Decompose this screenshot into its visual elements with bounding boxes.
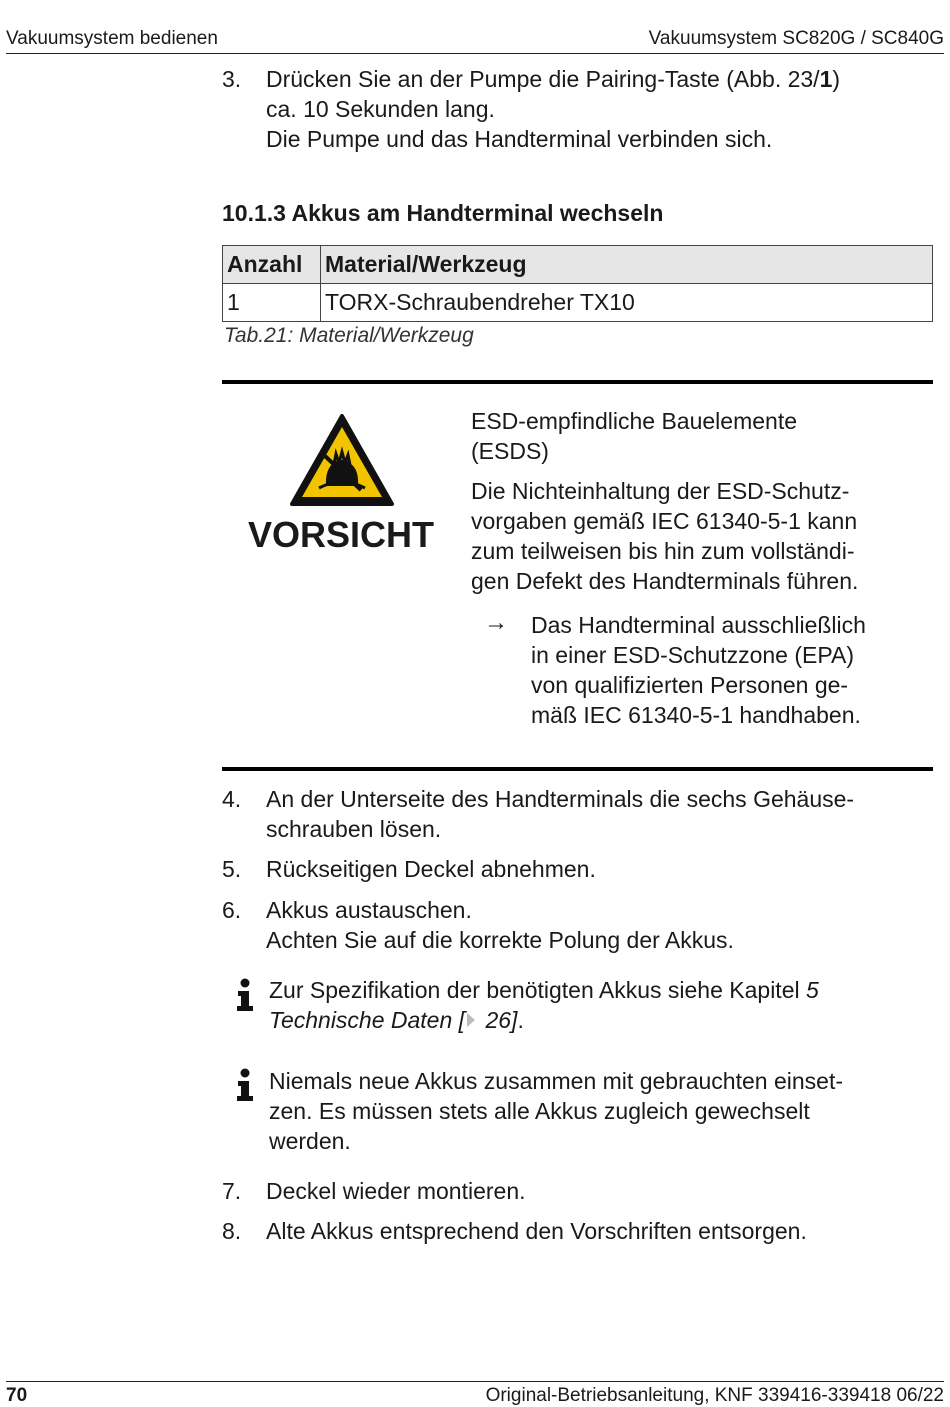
table-header-row [223, 246, 933, 284]
table-caption: Tab.21: Material/Werkzeug [224, 324, 474, 347]
figure-item-number: 1 [819, 66, 833, 92]
chapter-reference-link[interactable]: 5 [806, 977, 819, 1003]
page-number: 70 [6, 1385, 28, 1406]
document-reference: Original-Betriebsanleitung, KNF 339416-339418 06/22 [485, 1385, 944, 1406]
section-heading: 10.1.3 Akkus am Handterminal wechseln [222, 200, 664, 226]
step-text [266, 64, 934, 154]
header-product-title: Vakuumsystem SC820G / SC840G [648, 28, 944, 49]
step-result: Die Pumpe und das Handterminal verbinden sich. [266, 126, 773, 152]
column-header-quantity: Anzahl [223, 246, 321, 284]
step-line: Drücken Sie an der Pumpe die Pairing-Taste (Abb. 23/1) [266, 66, 841, 92]
column-header-material: Material/Werkzeug [321, 246, 933, 284]
info-icon [234, 1068, 256, 1102]
step-text: Deckel wieder montieren. [266, 1178, 526, 1204]
step-number: 6. [222, 897, 242, 923]
signal-word: VORSICHT [248, 514, 435, 555]
header-chapter-title: Vakuumsystem bedienen [6, 28, 218, 49]
step-number: 3. [222, 66, 242, 92]
cell-quantity: 1 [223, 284, 321, 322]
esd-warning-icon [289, 412, 395, 508]
chapter-reference-link[interactable]: Technische Daten [ 26]. [269, 1007, 524, 1033]
step-number: 7. [222, 1178, 242, 1204]
running-header [6, 28, 944, 54]
warning-top-rule [222, 380, 933, 384]
cell-material: TORX-Schraubendreher TX10 [321, 284, 933, 322]
arrow-right-icon: → [484, 609, 508, 636]
material-table [222, 245, 933, 322]
info-note-battery-mixing: Niemals neue Akkus zusammen mit gebrauchten einset- zen. Es müssen stets alle Akkus zugleich gewechselt werden. [269, 1068, 844, 1154]
info-icon [234, 978, 256, 1012]
step-number: 8. [222, 1218, 242, 1244]
table-row [223, 284, 933, 322]
warning-title: ESD-empfindliche Bauelemente (ESDS) [471, 408, 798, 464]
warning-consequence: Die Nichteinhaltung der ESD-Schutz- vorgaben gemäß IEC 61340-5-1 kann zum teilweisen bis hin zum vollständi- gen Defekt des Handterminals führen. [471, 478, 859, 594]
step-number: 5. [222, 856, 242, 882]
step-line: ca. 10 Sekunden lang. [266, 96, 495, 122]
step-number: 4. [222, 786, 242, 812]
step-text: Alte Akkus entsprechend den Vorschriften entsorgen. [266, 1218, 807, 1244]
step-text: Rückseitigen Deckel abnehmen. [266, 856, 596, 882]
warning-bottom-rule [222, 767, 933, 771]
step-text: Akkus austauschen. Achten Sie auf die korrekte Polung der Akkus. [266, 897, 734, 953]
warning-measure: Das Handterminal ausschließlich in einer ESD-Schutzzone (EPA) von qualifizierten Personen ge- mäß IEC 61340-5-1 handhaben. [531, 612, 866, 728]
page-reference-icon [467, 1013, 475, 1027]
info-note-battery-spec: Zur Spezifikation der benötigten Akkus siehe Kapitel 5 Technische Daten [ 26]. [269, 975, 933, 1035]
running-footer [6, 1381, 944, 1407]
step-text: An der Unterseite des Handterminals die sechs Gehäuse- schrauben lösen. [266, 786, 855, 842]
